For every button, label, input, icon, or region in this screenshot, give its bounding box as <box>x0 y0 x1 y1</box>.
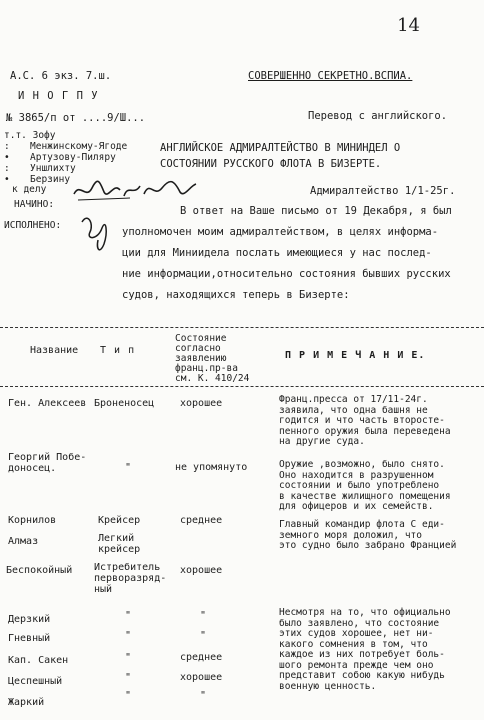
translation-note: Перевод с английского. <box>308 110 448 122</box>
row-state: хорошее <box>180 398 223 409</box>
reference-line: А.С. 6 экз. 7.ш. <box>10 70 112 82</box>
recipient-marker: • <box>4 174 10 185</box>
row-type: " <box>125 630 132 641</box>
row-name: Жаркий <box>8 697 45 708</box>
row-type: " <box>125 672 132 683</box>
recipient-2: Менжинскому-Ягоде <box>30 141 128 152</box>
row-type: Истребитель перворазряд- ный <box>94 562 167 595</box>
recipient-5: Берзину <box>30 174 71 185</box>
body-line-2: уполномочен моим адмиралтейством, в целях информа- <box>122 226 439 238</box>
body-line-4: ние информации,относительно состояния бывших русских <box>122 268 451 280</box>
row-state: " <box>200 630 207 641</box>
body-line-5: судов, находящихся теперь в Бизерте: <box>122 289 350 301</box>
chief-label: НАЧИНО: <box>14 199 55 210</box>
recipient-marker: : <box>4 163 10 174</box>
row-type: " <box>125 610 132 621</box>
row-type: Крейсер <box>98 515 141 526</box>
executed-label: ИСПОЛНЕНО: <box>4 220 62 231</box>
row-state: среднее <box>180 652 223 663</box>
row-name: Корнилов <box>8 515 57 526</box>
recipient-1: т.т. Зофу <box>4 130 56 141</box>
document-title-line-1: АНГЛИЙСКОЕ АДМИРАЛТЕЙСТВО В МИНИНДЕЛ О <box>160 142 401 154</box>
column-header-state: Состояние согласно заявлению франц.пр-ва см. К. 410/24 <box>175 333 250 384</box>
table-top-rule <box>0 327 484 328</box>
recipient-marker: • <box>4 152 10 163</box>
column-header-type: Т и п <box>100 345 136 356</box>
row-state: не упомянуто <box>175 462 248 473</box>
row-note: Несмотря на то, что официально было заявлено, что состояние этих судов хорошее, нет ни- какого сомнения в том, что каждое из них потребует боль- шого ремонта прежде чем оно представит собою какую нибудь военную ценность. <box>279 607 451 692</box>
row-name: Беспокойный <box>6 565 73 576</box>
page-number: 14 <box>397 15 420 36</box>
row-state: хорошее <box>180 565 223 576</box>
row-type: " <box>125 462 132 473</box>
row-state: среднее <box>180 515 223 526</box>
row-state: хорошее <box>180 672 223 683</box>
document-title-line-2: СОСТОЯНИИ РУССКОГО ФЛОТА В БИЗЕРТЕ. <box>160 158 382 170</box>
row-name: Георгий Побе- доносец. <box>8 452 87 474</box>
row-state: " <box>200 610 207 621</box>
row-type: Легкий крейсер <box>98 533 141 555</box>
row-note: Главный командир флота С еди- земного моря доложил, что это судно было забрано Францией <box>279 519 457 551</box>
column-header-name: Название <box>30 345 79 356</box>
recipient-3: Артузову-Пиляру <box>30 152 116 163</box>
row-name: Алмаз <box>8 536 39 547</box>
inogpu-label: И Н О Г П У <box>18 90 99 102</box>
to-file-label: к делу <box>12 184 47 195</box>
row-note: Оружие ,возможно, было снято. Оно находится в разрушенном состоянии и было употреблено в качестве жилищного помещения для офицеров и их семейств. <box>279 459 451 512</box>
row-type: Броненосец <box>94 398 155 409</box>
column-header-notes: П Р И М Е Ч А Н И Е. <box>285 350 426 361</box>
body-line-3: ции для Миниидела послать имеющиеся у нас послед- <box>122 247 432 259</box>
table-header-rule <box>0 386 484 387</box>
document-number: № 3865/п от ....9/Ш... <box>6 112 146 124</box>
row-name: Кап. Сакен <box>8 655 69 666</box>
row-state: " <box>200 690 207 701</box>
handwritten-initials <box>78 210 118 260</box>
row-name: Дерзкий <box>8 614 51 625</box>
recipient-4: Уншлихту <box>30 163 76 174</box>
row-note: Франц.пресса от 17/11-24г. заявила, что одна башня не годится и что часть второсте- пенного оружия была переведена на другие суда. <box>279 394 451 447</box>
row-name: Ген. Алексеев <box>8 398 87 409</box>
row-name: Гневный <box>8 633 51 644</box>
classification-stamp: СОВЕРШЕННО СЕКРЕТНО.ВСПИА. <box>248 70 413 82</box>
row-type: " <box>125 652 132 663</box>
row-name: Цеспешный <box>8 676 63 687</box>
row-type: " <box>125 690 132 701</box>
admiralty-date: Адмиралтейство 1/1-25г. <box>310 185 456 197</box>
handwritten-signature <box>70 176 200 204</box>
recipient-marker: : <box>4 141 10 152</box>
body-line-1: В ответ на Ваше письмо от 19 Декабря, я был <box>180 205 452 217</box>
